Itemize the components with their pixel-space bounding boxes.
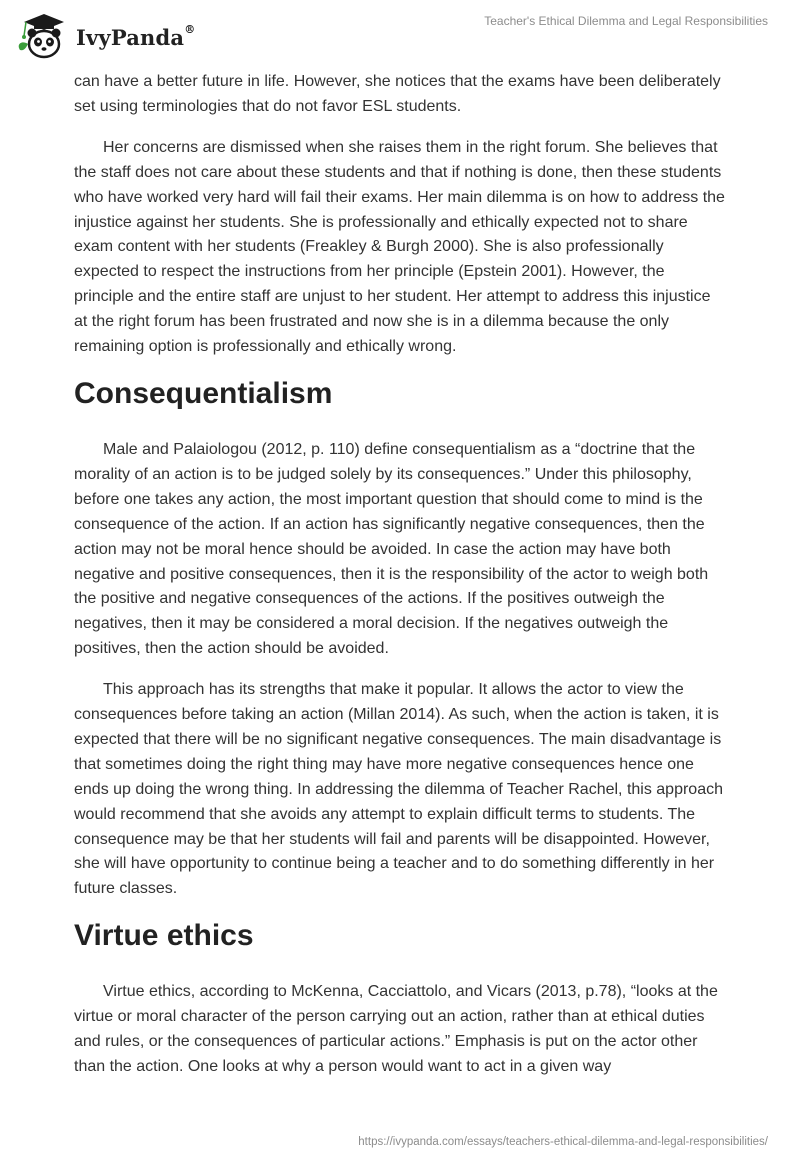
document-title: Teacher's Ethical Dilemma and Legal Responsibilities — [484, 14, 768, 28]
heading-consequentialism: Consequentialism — [74, 376, 333, 410]
page-header — [0, 0, 800, 70]
source-url[interactable]: https://ivypanda.com/essays/teachers-ethical-dilemma-and-legal-responsibilities/ — [358, 1136, 768, 1148]
panda-logo-icon — [14, 10, 70, 62]
paragraph-dilemma: Her concerns are dismissed when she raises them in the right forum. She believes that the staff does not care about these students and that if nothing is done, then these students who have worked very hard will fail their exams. Her main dilemma is on how to address the injustice against her students. She is professionally and ethically expected not to share exam content with her students (Freakley & Burgh 2000). She is also professionally expected to respect the instructions from her principle (Epstein 2001). However, the principle and the entire staff are unjust to her student. Her attempt to address this injustice at the right forum has been frustrated and now she is in a dilemma because the only remaining option is professionally and ethically wrong. — [74, 138, 725, 356]
paragraph-continuation: can have a better future in life. However, she notices that the exams have been deliberately set using terminologies that do not favor ESL students. — [74, 73, 721, 115]
ivypanda-logo[interactable] — [14, 10, 195, 62]
paragraph-consequentialism-definition: Male and Palaiologou (2012, p. 110) define consequentialism as a “doctrine that the morality of an action is to be judged solely by its consequences.” Under this philosophy, before one takes any action, the most important question that should come to mind is the consequence of the action. If an action has significantly negative consequences, then the action may not be moral hence should be avoided. In case the action may have both negative and positive consequences, then it is the responsibility of the actor to weigh both the positive and negative consequences of the actions. If the positives outweigh the negatives, then it may be considered a moral decision. If the negatives outweigh the positives, then the action should be avoided. — [74, 440, 709, 658]
paragraph-consequentialism-strengths: This approach has its strengths that make it popular. It allows the actor to view the consequences before taking an action (Millan 2014). As such, when the action is taken, it is expected that there will be no significant negative consequences. The main disadvantage is that sometimes doing the right thing may have more negative consequences hence one ends up doing the wrong thing. In addressing the dilemma of Teacher Rachel, this approach would recommend that she avoids any attempt to explain difficult terms to students. The consequence may be that her students will fail and parents will be disappointed. However, she will have opportunity to continue being a teacher and to do something differently in her future classes. — [74, 681, 723, 898]
paragraph-virtue-ethics: Virtue ethics, according to McKenna, Cacciattolo, and Vicars (2013, p.78), “looks at the virtue or moral character of the person carrying out an action, rather than at ethical duties and rules, or the consequences of particular actions.” Emphasis is put on the actor other than the action. One looks at why a person would want to act in a given way — [74, 983, 718, 1075]
logo-wordmark: IvyPanda® — [76, 22, 196, 50]
heading-virtue-ethics: Virtue ethics — [74, 919, 254, 953]
essay-content — [74, 70, 726, 1096]
